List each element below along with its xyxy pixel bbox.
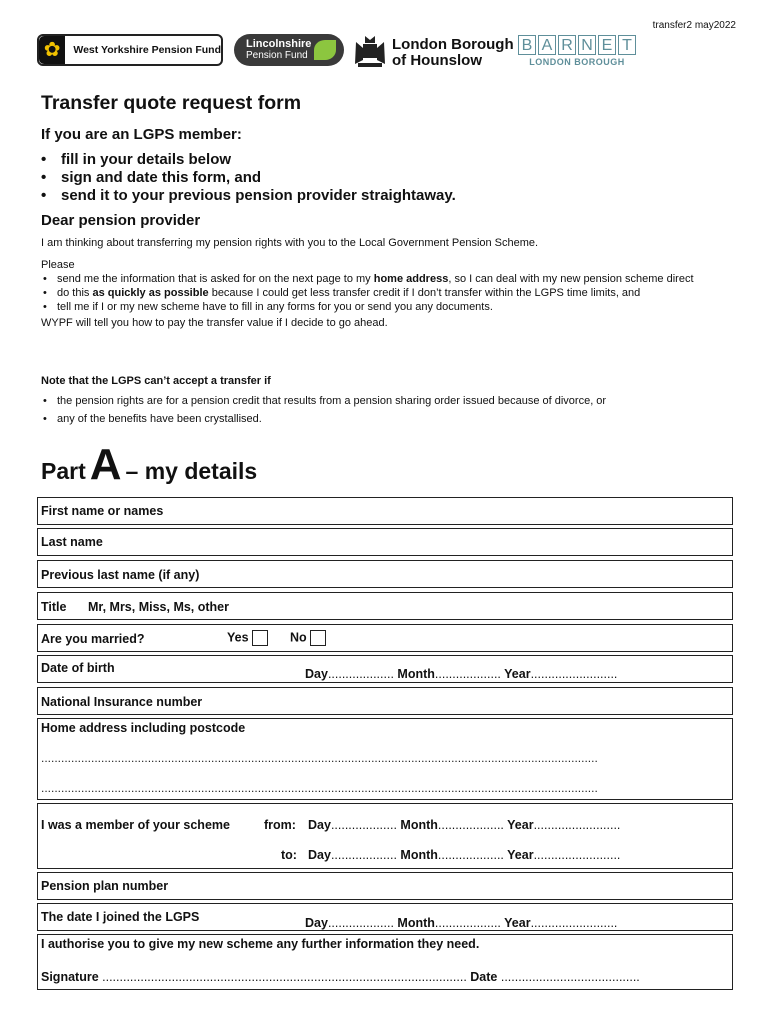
signature-line[interactable]: Signature ......................................................................................................... Date ........................................ <box>41 970 640 984</box>
last-name-field[interactable] <box>37 528 733 556</box>
hounslow-logo <box>352 34 512 68</box>
field-label: Home address including postcode <box>41 721 246 735</box>
list-item: • the pension rights are for a pension credit that results from a pension sharing order issued because of divorce, or <box>41 392 741 410</box>
date-parts: Day................... Month................... Year......................... <box>305 667 618 681</box>
no-checkbox[interactable] <box>310 630 326 646</box>
barnet-letter: E <box>598 35 616 55</box>
field-label: Date of birth <box>41 661 115 675</box>
from-label: from: <box>264 818 296 832</box>
barnet-logo-sub: LONDON BOROUGH <box>529 57 625 67</box>
list-item: • any of the benefits have been crystallised. <box>41 410 741 428</box>
list-item: • fill in your details below <box>41 151 741 169</box>
barnet-logo <box>518 35 636 67</box>
joined-date-field[interactable] <box>37 903 733 931</box>
note-list <box>41 392 741 428</box>
title-options: Mr, Mrs, Miss, Ms, other <box>88 600 230 614</box>
requests-block <box>41 258 731 330</box>
member-heading: If you are an LGPS member: <box>41 126 242 143</box>
first-name-field[interactable] <box>37 497 733 525</box>
leaf-icon <box>314 40 336 60</box>
home-address-field[interactable] <box>37 718 733 800</box>
field-label: First name or names <box>41 504 164 518</box>
field-label: National Insurance number <box>41 695 203 709</box>
please-text: Please <box>41 259 75 271</box>
yes-checkbox[interactable] <box>252 630 268 646</box>
list-item: • tell me if I or my new scheme have to fill in any forms for you or send you any documents. <box>41 300 731 314</box>
address-line: ....................................................................................................................................................................... <box>41 781 598 795</box>
list-item: • sign and date this form, and <box>41 169 741 187</box>
field-label: Are you married? <box>41 632 145 646</box>
barnet-letter: N <box>578 35 596 55</box>
dear-heading: Dear pension provider <box>41 212 201 229</box>
intro-text: I am thinking about transferring my pension rights with you to the Local Government Pension Scheme. <box>41 237 539 249</box>
authorise-text: I authorise you to give my new scheme any further information they need. <box>41 937 480 951</box>
yes-option[interactable]: Yes <box>227 630 268 646</box>
crest-icon <box>352 34 388 68</box>
to-date: Day................... Month................... Year......................... <box>308 848 621 862</box>
note-heading: Note that the LGPS can’t accept a transfer if <box>41 375 271 387</box>
flower-icon: ✿ <box>39 36 65 64</box>
title-field[interactable] <box>37 592 733 620</box>
lincolnshire-logo-line1: Lincolnshire <box>246 38 312 50</box>
ni-number-field[interactable] <box>37 687 733 715</box>
date-of-birth-field[interactable] <box>37 655 733 683</box>
wypf-note: WYPF will tell you how to pay the transfer value if I decide to go ahead. <box>41 317 388 329</box>
no-option[interactable]: No <box>290 630 326 646</box>
west-yorkshire-logo-text: West Yorkshire Pension Fund <box>73 44 221 56</box>
barnet-letter: T <box>618 35 636 55</box>
part-heading: PartA – my details <box>41 440 258 489</box>
field-label: Title <box>41 600 67 614</box>
previous-last-name-field[interactable] <box>37 560 733 588</box>
member-steps <box>41 151 741 205</box>
membership-period[interactable] <box>37 803 733 869</box>
list-item: • send it to your previous pension provider straightaway. <box>41 187 741 205</box>
hounslow-logo-line1: London Borough <box>392 36 514 53</box>
married-row <box>37 624 733 652</box>
to-label: to: <box>281 848 297 862</box>
date-parts: Day................... Month................... Year......................... <box>305 916 618 930</box>
field-label: Previous last name (if any) <box>41 568 200 582</box>
list-item: • send me the information that is asked for on the next page to my home address, so I can deal with my new pension scheme direct <box>41 272 731 286</box>
west-yorkshire-logo <box>37 34 223 66</box>
barnet-letter: R <box>558 35 576 55</box>
field-label: I was a member of your scheme <box>41 818 230 832</box>
barnet-letter: A <box>538 35 556 55</box>
field-label: Last name <box>41 535 103 549</box>
lincolnshire-logo <box>234 34 344 66</box>
field-label: The date I joined the LGPS <box>41 910 200 924</box>
barnet-letter: B <box>518 35 536 55</box>
field-label: Pension plan number <box>41 879 169 893</box>
authorisation-box <box>37 934 733 990</box>
page-title: Transfer quote request form <box>41 92 302 114</box>
lincolnshire-logo-line2: Pension Fund <box>246 50 308 61</box>
plan-number-field[interactable] <box>37 872 733 900</box>
address-line: ....................................................................................................................................................................... <box>41 751 598 765</box>
form-reference: transfer2 may2022 <box>652 20 736 31</box>
hounslow-logo-line2: of Hounslow <box>392 52 482 69</box>
from-date: Day................... Month................... Year......................... <box>308 818 621 832</box>
list-item: • do this as quickly as possible because I could get less transfer credit if I don’t transfer within the LGPS time limits, and <box>41 286 731 300</box>
